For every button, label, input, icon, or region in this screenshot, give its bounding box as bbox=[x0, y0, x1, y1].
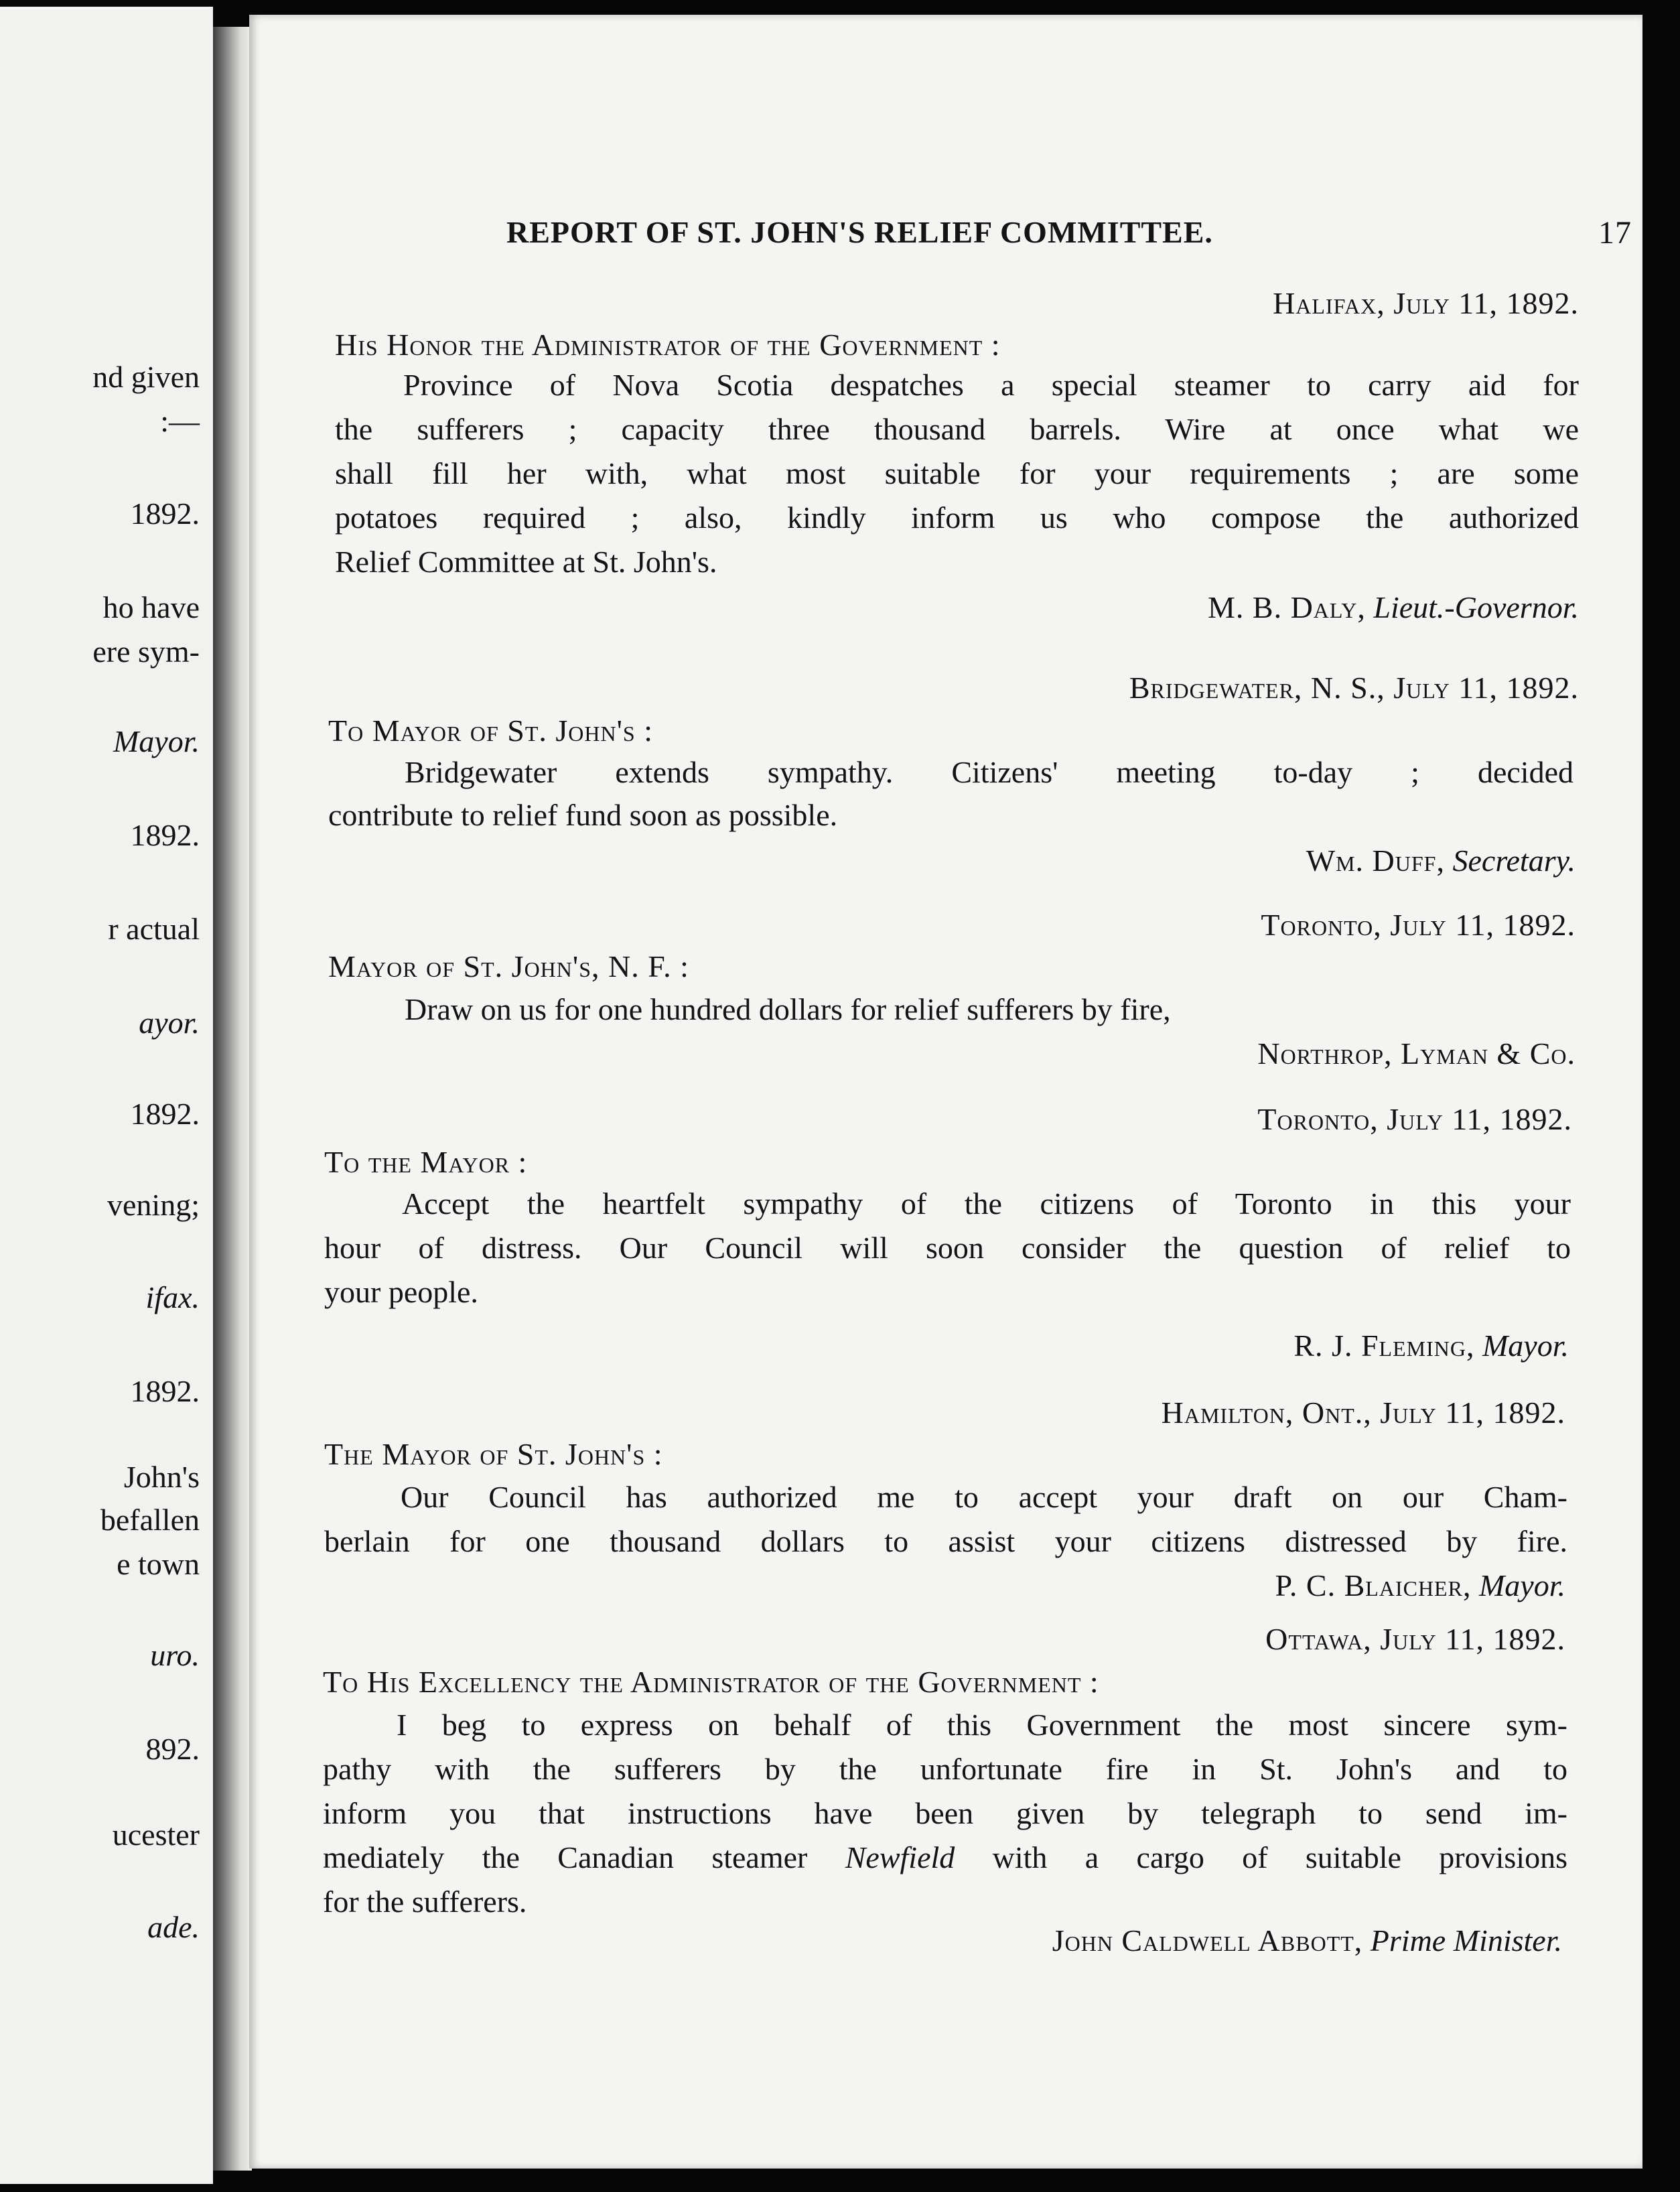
facing-page-line: befallen bbox=[100, 1503, 200, 1537]
facing-page-line: e town bbox=[117, 1547, 200, 1581]
facing-page-line: 1892. bbox=[130, 496, 200, 531]
facing-page-line: ucester bbox=[112, 1818, 200, 1852]
dateline: Toronto, July 11, 1892. bbox=[1257, 1102, 1572, 1136]
facing-page-line: ayor. bbox=[139, 1006, 200, 1040]
book-page bbox=[249, 15, 1642, 2169]
body-line: Province of Nova Scotia despatches a special steamer to carry aid for bbox=[403, 368, 1579, 402]
body-line: Bridgewater extends sympathy. Citizens' meeting to-day ; decided bbox=[405, 755, 1573, 789]
body-line: shall fill her with, what most suitable for your requirements ; are some bbox=[335, 456, 1579, 490]
signature bbox=[1293, 1330, 1569, 1361]
body-line: I beg to express on behalf of this Government the most sincere sym- bbox=[397, 1708, 1567, 1742]
body-line bbox=[323, 1842, 1567, 1873]
body-line: Draw on us for one hundred dollars for relief sufferers by fire, bbox=[405, 992, 1171, 1026]
signature bbox=[1275, 1570, 1565, 1601]
body-line: your people. bbox=[324, 1275, 478, 1309]
facing-page-line: :— bbox=[160, 404, 200, 438]
dateline: Halifax, July 11, 1892. bbox=[1273, 286, 1579, 320]
signatory-name: Wm. Duff, bbox=[1306, 843, 1445, 878]
salutation: The Mayor of St. John's : bbox=[324, 1437, 663, 1471]
body-line: contribute to relief fund soon as possible. bbox=[328, 798, 838, 832]
body-line: inform you that instructions have been given by telegraph to send im- bbox=[323, 1796, 1567, 1830]
facing-page-line: ade. bbox=[147, 1910, 200, 1944]
signatory-name: P. C. Blaicher, bbox=[1275, 1568, 1472, 1602]
salutation: Mayor of St. John's, N. F. : bbox=[328, 949, 689, 983]
body-line: Accept the heartfelt sympathy of the citizens of Toronto in this your bbox=[402, 1186, 1571, 1221]
facing-page-line: ho have bbox=[102, 590, 200, 624]
signature bbox=[1306, 845, 1576, 876]
body-line: pathy with the sufferers by the unfortunate fire in St. John's and to bbox=[323, 1752, 1567, 1786]
dateline: Ottawa, July 11, 1892. bbox=[1265, 1622, 1565, 1656]
ship-name: Newfield bbox=[845, 1840, 955, 1874]
body-line: hour of distress. Our Council will soon consider the question of relief to bbox=[324, 1231, 1571, 1265]
body-line: potatoes required ; also, kindly inform us who compose the authorized bbox=[335, 500, 1579, 535]
signatory-title: Mayor. bbox=[1482, 1328, 1569, 1363]
facing-page-line: John's bbox=[123, 1460, 200, 1494]
body-text: with a cargo of suitable provisions bbox=[955, 1840, 1567, 1874]
salutation: To the Mayor : bbox=[324, 1145, 528, 1179]
signatory-name: John Caldwell Abbott, bbox=[1052, 1923, 1363, 1958]
facing-page-line: 892. bbox=[145, 1732, 200, 1766]
signatory-name: M. B. Daly, bbox=[1207, 590, 1366, 624]
signatory-title: Lieut.-Governor. bbox=[1373, 590, 1579, 624]
page-number: 17 bbox=[1598, 215, 1632, 251]
facing-page-line: ifax. bbox=[145, 1280, 200, 1314]
facing-page-line: vening; bbox=[107, 1188, 200, 1222]
facing-page-line: 1892. bbox=[130, 1374, 200, 1408]
book-gutter bbox=[213, 27, 252, 2171]
body-line: Our Council has authorized me to accept your draft on our Cham- bbox=[401, 1480, 1567, 1514]
facing-page-line: 1892. bbox=[130, 1097, 200, 1131]
salutation: To Mayor of St. John's : bbox=[328, 713, 653, 748]
signatory-name: R. J. Fleming, bbox=[1293, 1328, 1475, 1363]
body-line: the sufferers ; capacity three thousand barrels. Wire at once what we bbox=[335, 412, 1579, 446]
dateline: Hamilton, Ont., July 11, 1892. bbox=[1161, 1395, 1565, 1430]
body-line: berlain for one thousand dollars to assist your citizens distressed by fire. bbox=[324, 1524, 1567, 1558]
body-line: for the sufferers. bbox=[323, 1885, 527, 1919]
body-line: Relief Committee at St. John's. bbox=[335, 545, 717, 579]
facing-page-line: nd given bbox=[92, 360, 200, 394]
signatory-title: Mayor. bbox=[1478, 1568, 1565, 1602]
body-text: mediately the Canadian steamer bbox=[323, 1840, 845, 1874]
dateline: Bridgewater, N. S., July 11, 1892. bbox=[1129, 671, 1579, 705]
facing-page-line: r actual bbox=[108, 912, 200, 946]
facing-page-line: uro. bbox=[150, 1638, 200, 1672]
facing-page-line: 1892. bbox=[130, 818, 200, 852]
facing-page-line: Mayor. bbox=[113, 724, 200, 758]
salutation: His Honor the Administrator of the Government : bbox=[335, 328, 1001, 362]
signature: Northrop, Lyman & Co. bbox=[1257, 1036, 1576, 1071]
salutation: To His Excellency the Administrator of the Government : bbox=[323, 1665, 1099, 1699]
signatory-title: Prime Minister. bbox=[1370, 1923, 1562, 1958]
facing-page bbox=[0, 7, 213, 2184]
signature bbox=[1052, 1925, 1562, 1956]
signature bbox=[1208, 592, 1579, 623]
dateline: Toronto, July 11, 1892. bbox=[1261, 908, 1576, 942]
facing-page-line: ere sym- bbox=[92, 634, 200, 669]
running-title: REPORT OF ST. JOHN'S RELIEF COMMITTEE. bbox=[506, 215, 1213, 249]
signatory-title: Secretary. bbox=[1452, 843, 1576, 878]
